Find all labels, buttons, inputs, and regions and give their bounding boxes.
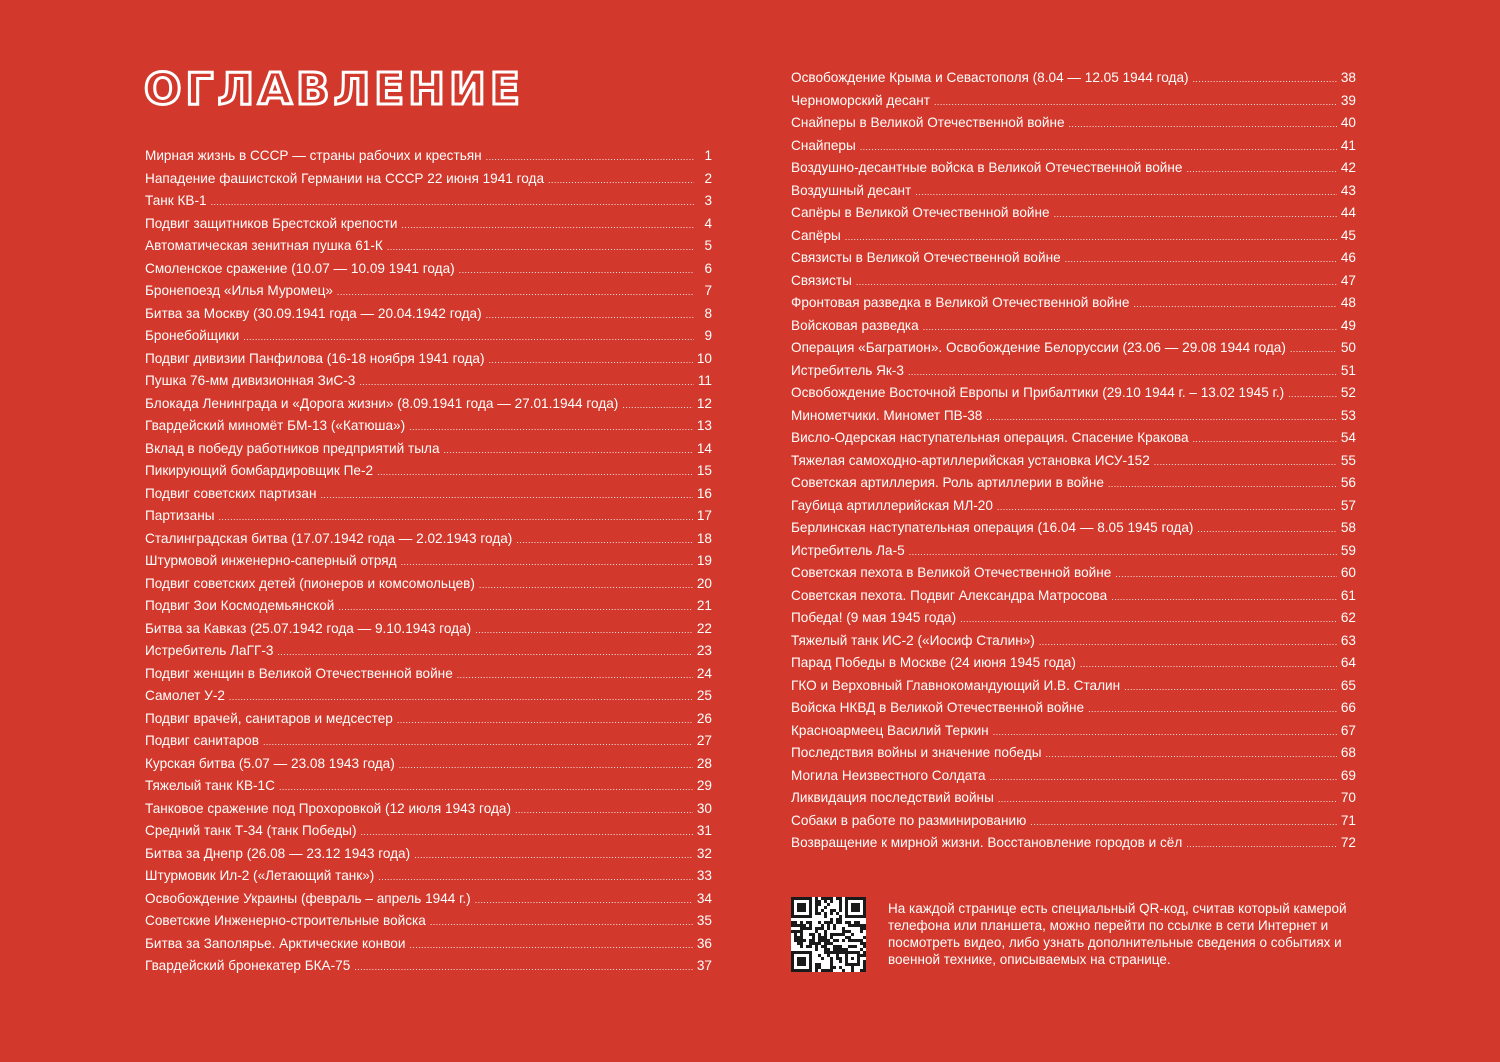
toc-entry-page: 7 bbox=[704, 283, 712, 298]
toc-entry-page: 38 bbox=[1340, 70, 1356, 85]
toc-entry-page: 60 bbox=[1340, 565, 1356, 580]
toc-entry-title: Подвиг санитаров bbox=[145, 733, 259, 748]
dot-leader bbox=[475, 889, 693, 912]
dot-leader bbox=[1111, 586, 1337, 609]
dot-leader bbox=[486, 146, 694, 169]
toc-entry-page: 72 bbox=[1340, 835, 1356, 850]
toc-entry-page: 37 bbox=[696, 958, 712, 973]
toc-entry-title: Самолет У-2 bbox=[145, 688, 225, 703]
toc-entry-page: 33 bbox=[696, 868, 712, 883]
dot-leader bbox=[1186, 158, 1336, 181]
dot-leader bbox=[998, 788, 1337, 811]
toc-entry-page: 57 bbox=[1340, 497, 1356, 513]
toc-entry-title: Партизаны bbox=[145, 508, 215, 523]
dot-leader bbox=[908, 361, 1337, 384]
toc-entry-page: 25 bbox=[696, 688, 712, 703]
toc-entry-title: Пикирующий бомбардировщик Пе-2 bbox=[145, 463, 374, 478]
toc-entry-title: Подвиг Зои Космодемьянской bbox=[145, 598, 335, 613]
toc-entry-title: Битва за Заполярье. Арктические конвои bbox=[145, 935, 406, 951]
toc-entry-title: Битва за Кавказ (25.07.1942 года — 9.10.1943 года) bbox=[145, 620, 472, 636]
toc-entry[interactable] bbox=[791, 405, 1356, 428]
toc-entry-page: 22 bbox=[696, 620, 712, 636]
toc-entry-title: Гаубица артиллерийская МЛ-20 bbox=[791, 497, 993, 513]
toc-entry[interactable] bbox=[791, 270, 1356, 293]
toc-entry-title: Снайперы в Великой Отечественной войне bbox=[791, 115, 1065, 130]
toc-entry[interactable] bbox=[791, 112, 1356, 135]
toc-entry-title: Смоленское сражение (10.07 — 10.09 1941 года) bbox=[145, 260, 455, 276]
toc-entry-title: Берлинская наступательная операция (16.04 — 8.05 1945 года) bbox=[791, 520, 1194, 535]
toc-entry-title: Подвиг дивизии Панфилова (16-18 ноября 1941 года) bbox=[145, 350, 485, 366]
toc-entry-page: 52 bbox=[1340, 385, 1356, 400]
toc-entry-title: Сапёры в Великой Отечественной войне bbox=[791, 205, 1050, 220]
toc-entry[interactable] bbox=[145, 190, 712, 213]
toc-left-column bbox=[145, 145, 712, 978]
toc-entry[interactable] bbox=[145, 483, 712, 506]
toc-entry[interactable] bbox=[791, 630, 1356, 653]
toc-entry[interactable] bbox=[145, 505, 712, 528]
toc-entry-page: 53 bbox=[1340, 407, 1356, 423]
toc-entry[interactable] bbox=[145, 640, 712, 663]
toc-entry-title: Красноармеец Василий Теркин bbox=[791, 722, 989, 738]
dot-leader bbox=[1045, 743, 1336, 766]
toc-entry[interactable] bbox=[791, 202, 1356, 225]
toc-entry[interactable] bbox=[791, 472, 1356, 495]
toc-entry-title: Пушка 76-мм дивизионная ЗиС-3 bbox=[145, 373, 356, 388]
toc-entry[interactable] bbox=[145, 798, 712, 821]
dot-leader bbox=[401, 551, 693, 574]
toc-entry-title: Висло-Одерская наступательная операция. Спасение Кракова bbox=[791, 430, 1189, 445]
toc-entry[interactable] bbox=[145, 843, 712, 866]
toc-entry-page: 61 bbox=[1340, 587, 1356, 603]
toc-entry-title: Курская битва (5.07 — 23.08 1943 года) bbox=[145, 755, 395, 771]
toc-entry-title: Сталинградская битва (17.07.1942 года — 2.02.1943 года) bbox=[145, 530, 513, 546]
toc-entry[interactable] bbox=[145, 438, 712, 461]
toc-entry-page: 9 bbox=[704, 328, 712, 343]
toc-entry-page: 62 bbox=[1340, 610, 1356, 625]
toc-entry[interactable] bbox=[145, 933, 712, 956]
dot-leader bbox=[457, 664, 693, 687]
page-title: ОГЛАВЛЕНИЕ bbox=[144, 64, 524, 115]
toc-entry-title: Связисты bbox=[791, 272, 852, 288]
toc-entry-title: Танк КВ-1 bbox=[145, 193, 207, 208]
dot-leader bbox=[990, 766, 1337, 789]
toc-entry[interactable] bbox=[145, 303, 712, 326]
toc-entry-title: Вклад в победу работников предприятий тыла bbox=[145, 440, 440, 456]
dot-leader bbox=[1197, 518, 1336, 541]
dot-leader bbox=[409, 416, 693, 439]
toc-entry-page: 68 bbox=[1340, 745, 1356, 760]
toc-entry[interactable] bbox=[791, 225, 1356, 248]
toc-entry[interactable] bbox=[791, 787, 1356, 810]
dot-leader bbox=[1193, 68, 1337, 91]
toc-entry-title: Мирная жизнь в СССР — страны рабочих и крестьян bbox=[145, 148, 482, 163]
toc-entry-page: 50 bbox=[1340, 340, 1356, 355]
dot-leader bbox=[856, 271, 1337, 294]
toc-entry[interactable] bbox=[791, 607, 1356, 630]
toc-entry-page: 6 bbox=[704, 260, 712, 276]
toc-entry-page: 12 bbox=[696, 395, 712, 411]
toc-entry-title: Советская пехота в Великой Отечественной войне bbox=[791, 565, 1112, 580]
toc-entry-page: 42 bbox=[1340, 160, 1356, 175]
dot-leader bbox=[279, 776, 693, 799]
dot-leader bbox=[218, 506, 692, 529]
toc-entry-title: Подвиг женщин в Великой Отечественной войне bbox=[145, 665, 453, 681]
toc-entry-page: 26 bbox=[696, 710, 712, 726]
toc-entry-page: 67 bbox=[1340, 722, 1356, 738]
toc-entry[interactable] bbox=[791, 450, 1356, 473]
toc-entry-title: Подвиг советских партизан bbox=[145, 485, 317, 501]
toc-entry-title: Войсковая разведка bbox=[791, 317, 919, 333]
dot-leader bbox=[338, 596, 692, 619]
qr-note: На каждой странице есть специальный QR-код, считав который камерой телефона или планшета, можно перейти по ссылке в сети Интернет и посмотреть видео, либо узнать дополнительные сведения о событиях и военной технике, описываемых на странице. bbox=[888, 901, 1347, 967]
toc-entry[interactable] bbox=[145, 685, 712, 708]
toc-entry-title: Ликвидация последствий войны bbox=[791, 790, 994, 805]
toc-entry[interactable] bbox=[791, 180, 1356, 203]
dot-leader bbox=[997, 496, 1337, 519]
dot-leader bbox=[459, 259, 694, 282]
toc-entry-page: 65 bbox=[1340, 677, 1356, 693]
toc-entry[interactable] bbox=[145, 910, 712, 933]
toc-entry-page: 43 bbox=[1340, 182, 1356, 198]
toc-entry-page: 64 bbox=[1340, 655, 1356, 670]
dot-leader bbox=[243, 326, 694, 349]
dot-leader bbox=[845, 226, 1337, 249]
dot-leader bbox=[430, 911, 693, 934]
toc-entry[interactable] bbox=[145, 460, 712, 483]
toc-entry[interactable] bbox=[791, 427, 1356, 450]
toc-entry[interactable] bbox=[791, 67, 1356, 90]
toc-entry-title: Освобождение Восточной Европы и Прибалтики (29.10 1944 г. – 13.02 1945 г.) bbox=[791, 385, 1285, 400]
toc-entry-title: Бронебойщики bbox=[145, 328, 240, 343]
dot-leader bbox=[1054, 203, 1337, 226]
dot-leader bbox=[1154, 451, 1337, 474]
dot-leader bbox=[360, 821, 692, 844]
toc-entry[interactable] bbox=[791, 742, 1356, 765]
toc-entry[interactable] bbox=[145, 753, 712, 776]
toc-entry-page: 54 bbox=[1340, 430, 1356, 445]
toc-entry-page: 17 bbox=[696, 508, 712, 523]
toc-entry-title: Черноморский десант bbox=[791, 92, 931, 108]
toc-entry[interactable] bbox=[791, 360, 1356, 383]
toc-entry[interactable] bbox=[791, 247, 1356, 270]
toc-entry-page: 40 bbox=[1340, 115, 1356, 130]
toc-entry-page: 71 bbox=[1340, 812, 1356, 828]
toc-entry[interactable] bbox=[145, 280, 712, 303]
toc-entry-page: 13 bbox=[696, 418, 712, 433]
dot-leader bbox=[489, 349, 693, 372]
toc-entry-title: Танковое сражение под Прохоровкой (12 июля 1943 года) bbox=[145, 800, 511, 816]
dot-leader bbox=[1069, 113, 1337, 136]
toc-entry-page: 4 bbox=[704, 215, 712, 231]
dot-leader bbox=[1115, 563, 1337, 586]
toc-entry[interactable] bbox=[145, 325, 712, 348]
toc-entry-title: Тяжелая самоходно-артиллерийская установка ИСУ-152 bbox=[791, 452, 1150, 468]
dot-leader bbox=[354, 956, 693, 979]
toc-entry-page: 23 bbox=[696, 643, 712, 658]
toc-entry-page: 51 bbox=[1340, 362, 1356, 378]
toc-entry[interactable] bbox=[791, 720, 1356, 743]
dot-leader bbox=[1065, 248, 1337, 271]
dot-leader bbox=[263, 731, 693, 754]
toc-entry-page: 58 bbox=[1340, 520, 1356, 535]
toc-entry-title: Подвиг врачей, санитаров и медсестер bbox=[145, 710, 393, 726]
toc-entry-title: Истребитель Як-3 bbox=[791, 362, 904, 378]
toc-entry[interactable] bbox=[791, 90, 1356, 113]
toc-entry-title: Блокада Ленинграда и «Дорога жизни» (8.09.1941 года — 27.01.1944 года) bbox=[145, 395, 619, 411]
toc-entry-title: Могила Неизвестного Солдата bbox=[791, 767, 986, 783]
toc-entry-title: Нападение фашистской Германии на СССР 22 июня 1941 года bbox=[145, 170, 545, 186]
toc-entry[interactable] bbox=[145, 865, 712, 888]
toc-right-column bbox=[791, 67, 1356, 855]
toc-entry[interactable] bbox=[791, 765, 1356, 788]
dot-leader bbox=[548, 169, 694, 192]
toc-entry[interactable] bbox=[145, 820, 712, 843]
toc-entry-title: Советская артиллерия. Роль артиллерии в войне bbox=[791, 475, 1104, 490]
toc-entry[interactable] bbox=[145, 888, 712, 911]
toc-entry[interactable] bbox=[791, 517, 1356, 540]
toc-entry[interactable] bbox=[791, 292, 1356, 315]
toc-entry-page: 31 bbox=[696, 823, 712, 838]
toc-entry[interactable] bbox=[791, 495, 1356, 518]
toc-entry-page: 70 bbox=[1340, 790, 1356, 805]
toc-entry[interactable] bbox=[791, 562, 1356, 585]
toc-entry[interactable] bbox=[791, 832, 1356, 855]
toc-entry-page: 56 bbox=[1340, 475, 1356, 490]
toc-entry-page: 24 bbox=[696, 665, 712, 681]
toc-entry-title: Освобождение Крыма и Севастополя (8.04 — 12.05 1944 года) bbox=[791, 70, 1189, 85]
toc-entry-title: Штурмовой инженерно-саперный отряд bbox=[145, 553, 397, 568]
dot-leader bbox=[1193, 428, 1337, 451]
dot-leader bbox=[909, 541, 1337, 564]
dot-leader bbox=[960, 608, 1337, 631]
toc-entry-page: 20 bbox=[696, 575, 712, 591]
toc-entry-page: 49 bbox=[1340, 317, 1356, 333]
toc-entry-page: 19 bbox=[696, 553, 712, 568]
dot-leader bbox=[277, 641, 692, 664]
toc-entry-title: Войска НКВД в Великой Отечественной войне bbox=[791, 700, 1085, 715]
toc-entry[interactable] bbox=[791, 315, 1356, 338]
toc-entry-title: Гвардейский миномёт БМ-13 («Катюша») bbox=[145, 418, 406, 433]
toc-entry-page: 5 bbox=[704, 238, 712, 253]
toc-entry-page: 47 bbox=[1340, 272, 1356, 288]
toc-entry[interactable] bbox=[145, 730, 712, 753]
toc-entry[interactable] bbox=[145, 258, 712, 281]
toc-entry-page: 16 bbox=[696, 485, 712, 501]
toc-entry-title: Битва за Москву (30.09.1941 года — 20.04.1942 года) bbox=[145, 305, 482, 321]
dot-leader bbox=[986, 406, 1337, 429]
dot-leader bbox=[211, 191, 694, 214]
dot-leader bbox=[409, 934, 692, 957]
toc-entry[interactable] bbox=[145, 528, 712, 551]
dot-leader bbox=[1186, 833, 1337, 856]
toc-entry-title: Автоматическая зенитная пушка 61-К bbox=[145, 238, 383, 253]
toc-entry-page: 18 bbox=[696, 530, 712, 546]
toc-entry-page: 3 bbox=[704, 193, 712, 208]
toc-entry-title: Воздушный десант bbox=[791, 182, 912, 198]
dot-leader bbox=[475, 619, 693, 642]
toc-entry-page: 8 bbox=[704, 305, 712, 321]
toc-entry-title: Победа! (9 мая 1945 года) bbox=[791, 610, 957, 625]
toc-entry-page: 15 bbox=[696, 463, 712, 478]
toc-entry-page: 36 bbox=[696, 935, 712, 951]
toc-entry[interactable] bbox=[791, 697, 1356, 720]
dot-leader bbox=[444, 439, 693, 462]
toc-entry-page: 45 bbox=[1340, 227, 1356, 243]
dot-leader bbox=[1290, 338, 1337, 361]
toc-entry-page: 59 bbox=[1340, 542, 1356, 558]
toc-entry[interactable] bbox=[145, 348, 712, 371]
toc-entry-page: 11 bbox=[697, 373, 712, 388]
dot-leader bbox=[479, 574, 693, 597]
toc-entry[interactable] bbox=[145, 370, 712, 393]
toc-entry[interactable] bbox=[791, 157, 1356, 180]
toc-entry-page: 30 bbox=[696, 800, 712, 816]
toc-entry-page: 44 bbox=[1340, 205, 1356, 220]
toc-entry[interactable] bbox=[791, 810, 1356, 833]
toc-entry-title: Тяжелый танк ИС-2 («Иосиф Сталин») bbox=[791, 632, 1035, 648]
toc-entry[interactable] bbox=[791, 652, 1356, 675]
toc-entry-page: 35 bbox=[696, 913, 712, 928]
toc-entry-title: Минометчики. Миномет ПВ-38 bbox=[791, 407, 983, 423]
toc-entry[interactable] bbox=[145, 663, 712, 686]
toc-entry[interactable] bbox=[145, 550, 712, 573]
toc-entry-title: Освобождение Украины (февраль – апрель 1944 г.) bbox=[145, 890, 471, 906]
dot-leader bbox=[1030, 811, 1337, 834]
toc-entry-title: Операция «Багратион». Освобождение Белоруссии (23.06 — 29.08 1944 года) bbox=[791, 340, 1286, 355]
toc-entry-page: 28 bbox=[696, 755, 712, 771]
dot-leader bbox=[1088, 698, 1337, 721]
dot-leader bbox=[1039, 631, 1337, 654]
toc-entry-page: 27 bbox=[696, 733, 712, 748]
toc-entry-title: Парад Победы в Москве (24 июня 1945 года) bbox=[791, 655, 1076, 670]
toc-entry-title: Сапёры bbox=[791, 227, 841, 243]
toc-entry[interactable] bbox=[145, 145, 712, 168]
toc-entry-title: Советская пехота. Подвиг Александра Матросова bbox=[791, 587, 1108, 603]
toc-entry[interactable] bbox=[145, 618, 712, 641]
dot-leader bbox=[915, 181, 1337, 204]
toc-entry[interactable] bbox=[145, 955, 712, 978]
toc-entry-title: Подвиг советских детей (пионеров и комсомольцев) bbox=[145, 575, 475, 591]
toc-entry[interactable] bbox=[791, 675, 1356, 698]
dot-leader bbox=[515, 799, 693, 822]
toc-entry-title: Связисты в Великой Отечественной войне bbox=[791, 250, 1061, 265]
toc-entry-page: 46 bbox=[1340, 250, 1356, 265]
toc-entry[interactable] bbox=[145, 393, 712, 416]
toc-entry-title: Истребитель Ла-5 bbox=[791, 542, 905, 558]
toc-entry-title: Советские Инженерно-строительные войска bbox=[145, 913, 426, 928]
toc-entry-page: 29 bbox=[696, 778, 712, 793]
toc-entry-page: 48 bbox=[1340, 295, 1356, 310]
toc-entry[interactable] bbox=[145, 595, 712, 618]
dot-leader bbox=[993, 721, 1337, 744]
dot-leader bbox=[1133, 293, 1336, 316]
toc-entry-page: 10 bbox=[696, 350, 712, 366]
toc-entry-page: 34 bbox=[696, 890, 712, 906]
dot-leader bbox=[377, 461, 693, 484]
dot-leader bbox=[923, 316, 1337, 339]
dot-leader bbox=[1288, 383, 1337, 406]
toc-entry-page: 2 bbox=[704, 170, 712, 186]
toc-entry[interactable] bbox=[145, 775, 712, 798]
toc-entry-page: 63 bbox=[1340, 632, 1356, 648]
toc-entry[interactable] bbox=[145, 235, 712, 258]
dot-leader bbox=[387, 236, 694, 259]
toc-entry[interactable] bbox=[145, 573, 712, 596]
toc-entry-title: Штурмовик Ил-2 («Летающий танк») bbox=[145, 868, 375, 883]
dot-leader bbox=[486, 304, 694, 327]
toc-entry[interactable] bbox=[791, 135, 1356, 158]
dot-leader bbox=[934, 91, 1337, 114]
toc-entry-title: Истребитель ЛаГГ-3 bbox=[145, 643, 274, 658]
toc-entry-page: 55 bbox=[1340, 452, 1356, 468]
dot-leader bbox=[860, 136, 1337, 159]
toc-entry-page: 41 bbox=[1340, 137, 1356, 153]
toc-entry-title: Средний танк Т-34 (танк Победы) bbox=[145, 823, 357, 838]
toc-entry[interactable] bbox=[791, 382, 1356, 405]
toc-entry[interactable] bbox=[791, 540, 1356, 563]
qr-code-icon bbox=[791, 897, 866, 972]
toc-entry-page: 69 bbox=[1340, 767, 1356, 783]
dot-leader bbox=[1080, 653, 1337, 676]
dot-leader bbox=[1108, 473, 1337, 496]
dot-leader bbox=[401, 214, 694, 237]
toc-entry-title: Собаки в работе по разминированию bbox=[791, 812, 1027, 828]
dot-leader bbox=[397, 709, 693, 732]
toc-entry-title: Снайперы bbox=[791, 137, 856, 153]
toc-entry[interactable] bbox=[791, 585, 1356, 608]
toc-entry[interactable] bbox=[145, 415, 712, 438]
toc-entry[interactable] bbox=[145, 168, 712, 191]
toc-entry-page: 32 bbox=[696, 845, 712, 861]
toc-entry[interactable] bbox=[145, 708, 712, 731]
toc-entry-title: Тяжелый танк КВ-1С bbox=[145, 778, 275, 793]
dot-leader bbox=[1124, 676, 1337, 699]
toc-entry-page: 66 bbox=[1340, 700, 1356, 715]
toc-entry-title: Бронепоезд «Илья Муромец» bbox=[145, 283, 333, 298]
toc-entry-page: 39 bbox=[1340, 92, 1356, 108]
toc-entry-title: Гвардейский бронекатер БКА-75 bbox=[145, 958, 351, 973]
dot-leader bbox=[378, 866, 693, 889]
toc-entry-page: 14 bbox=[696, 440, 712, 456]
toc-entry-title: Последствия войны и значение победы bbox=[791, 745, 1042, 760]
dot-leader bbox=[414, 844, 693, 867]
toc-entry-title: Фронтовая разведка в Великой Отечественной войне bbox=[791, 295, 1130, 310]
toc-entry[interactable] bbox=[145, 213, 712, 236]
dot-leader bbox=[622, 394, 693, 417]
toc-entry[interactable] bbox=[791, 337, 1356, 360]
dot-leader bbox=[359, 371, 694, 394]
dot-leader bbox=[321, 484, 693, 507]
toc-entry-title: Возвращение к мирной жизни. Восстановление городов и сёл bbox=[791, 835, 1183, 850]
toc-entry-title: Воздушно-десантные войска в Великой Отечественной войне bbox=[791, 160, 1183, 175]
toc-entry-page: 1 bbox=[704, 148, 712, 163]
dot-leader bbox=[399, 754, 693, 777]
toc-entry-title: Подвиг защитников Брестской крепости bbox=[145, 215, 398, 231]
dot-leader bbox=[229, 686, 693, 709]
toc-entry-title: ГКО и Верховный Главнокомандующий И.В. Сталин bbox=[791, 677, 1121, 693]
dot-leader bbox=[337, 281, 694, 304]
toc-entry-page: 21 bbox=[696, 598, 712, 613]
dot-leader bbox=[516, 529, 693, 552]
toc-entry-title: Битва за Днепр (26.08 — 23.12 1943 года) bbox=[145, 845, 411, 861]
